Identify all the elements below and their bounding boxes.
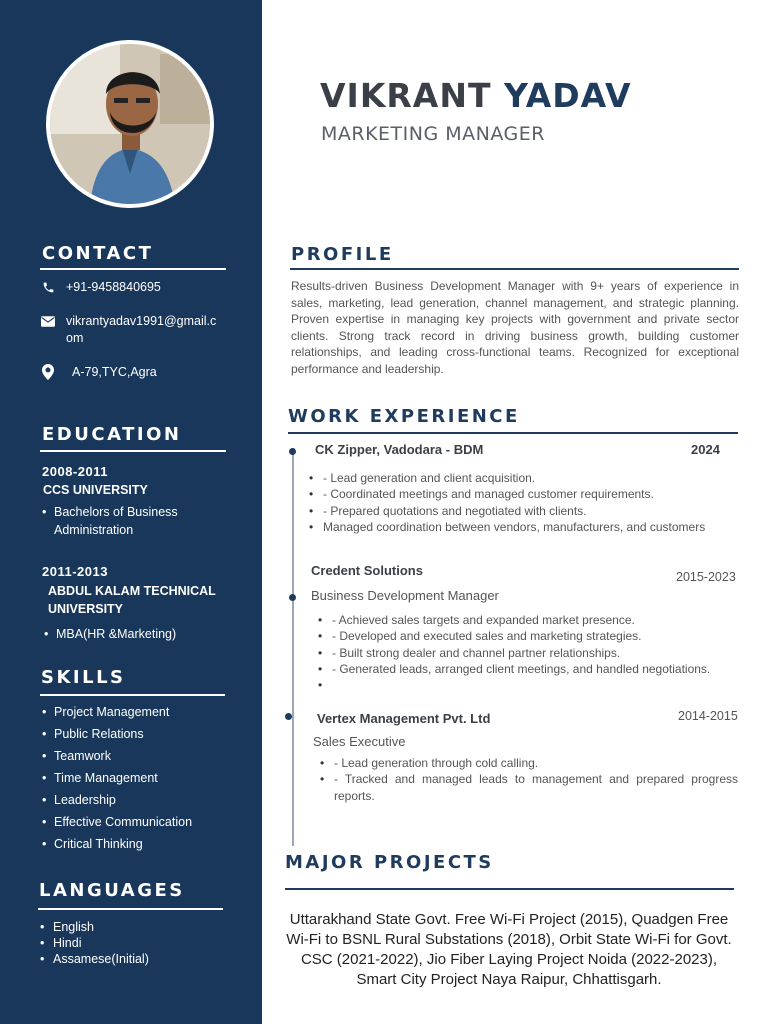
job-role: Business Development Manager [311,588,499,603]
experience-rule [288,432,738,434]
job-year: 2015-2023 [676,570,736,584]
language-item: • Assamese(Initial) [40,951,149,967]
sidebar [0,0,262,1024]
skill-item: • Effective Communication [42,813,192,835]
duty-item: • - Tracked and managed leads to management and prepared progress reports. [320,771,738,804]
phone-number[interactable]: +91-9458840695 [66,280,161,294]
skills-rule [40,694,225,696]
profile-text: Results-driven Business Development Manager with 9+ years of experience in sales, marketing, lead generation, channel management, and strategic planning. Proven expertise in managing key projects with government and private sector clients. Strong track record in driving business growth, building customer relationships, and leading cross-functional teams. Recognized for exceptional performance and leadership. [291,279,739,376]
contact-email [40,313,216,347]
projects-rule [285,888,734,890]
degree-line-2: Administration [54,523,134,537]
duty-item: • Managed coordination between vendors, manufacturers, and customers [309,519,726,535]
duty-item: • - Prepared quotations and negotiated with clients. [309,503,726,519]
contact-rule [40,268,226,270]
avatar-photo [50,44,210,204]
skills-heading: SKILLS [41,667,126,688]
email-line-2: om [66,331,84,345]
education-degree [42,503,178,539]
timeline-dot [285,713,292,720]
job-company: CK Zipper, Vadodara - BDM [315,442,484,457]
email-address[interactable] [66,313,216,347]
skill-item: • Critical Thinking [42,835,192,857]
timeline-dot [289,448,296,455]
education-school [48,582,216,618]
full-name [320,76,631,115]
contact-phone [40,279,161,296]
email-line-1: vikrantyadav1991@gmail.c [66,314,217,328]
duty-item: • - Lead generation through cold calling. [320,755,738,771]
contact-heading: CONTACT [42,243,154,264]
contact-address [40,364,157,381]
degree-line-1: Bachelors of Business [54,505,178,519]
education-school: CCS UNIVERSITY [43,483,148,497]
skill-item: • Public Relations [42,725,192,747]
languages-rule [38,908,223,910]
phone-icon [40,279,56,295]
timeline-line [292,448,294,846]
duty-item: • - Developed and executed sales and marketing strategies. [318,628,736,644]
skill-item: • Leadership [42,791,192,813]
duty-item [318,677,736,693]
education-degree: • MBA(HR &Marketing) [44,625,176,643]
languages-heading: LANGUAGES [39,880,185,901]
first-name: VIKRANT [320,76,492,115]
skill-item: • Teamwork [42,747,192,769]
school-line-1: ABDUL KALAM TECHNICAL [48,584,216,598]
mail-icon [40,313,56,329]
job-duties [320,755,738,804]
education-years: 2011-2013 [42,564,108,579]
job-duties [309,470,726,535]
job-title: MARKETING MANAGER [321,123,545,145]
school-line-2: UNIVERSITY [48,602,124,616]
duty-item: • - Coordinated meetings and managed customer requirements. [309,486,726,502]
education-years: 2008-2011 [42,464,108,479]
languages-list [40,919,149,967]
job-year: 2014-2015 [678,709,738,723]
job-duties [318,612,736,693]
address-text: A-79,TYC,Agra [72,365,157,379]
education-rule [40,450,226,452]
projects-heading: MAJOR PROJECTS [285,852,494,873]
job-role: Sales Executive [313,734,406,749]
duty-item: • - Achieved sales targets and expanded market presence. [318,612,736,628]
duty-item: • - Built strong dealer and channel partner relationships. [318,645,736,661]
job-company: Credent Solutions [311,563,423,578]
skills-list [42,703,192,857]
job-company: Vertex Management Pvt. Ltd [317,711,491,726]
last-name: YADAV [503,76,632,115]
skill-item: • Project Management [42,703,192,725]
experience-heading: WORK EXPERIENCE [288,406,520,427]
job-year: 2024 [691,442,720,457]
education-heading: EDUCATION [42,424,182,445]
duty-item: • - Lead generation and client acquisition. [309,470,726,486]
avatar [46,40,214,208]
profile-heading: PROFILE [291,244,394,265]
profile-rule [290,268,739,270]
projects-text: Uttarakhand State Govt. Free Wi-Fi Project (2015), Quadgen Free Wi-Fi to BSNL Rural Substations (2018), Orbit State Wi-Fi for Govt. CSC (2021-2022), Jio Fiber Laying Project Noida (2022-2023), Smart City Project Naya Raipur, Chhattisgarh. [286,911,732,988]
timeline-dot [289,594,296,601]
language-item: • Hindi [40,935,149,951]
duty-item: • - Generated leads, arranged client meetings, and handled negotiations. [318,661,736,677]
language-item: • English [40,919,149,935]
location-pin-icon [40,364,56,380]
skill-item: • Time Management [42,769,192,791]
